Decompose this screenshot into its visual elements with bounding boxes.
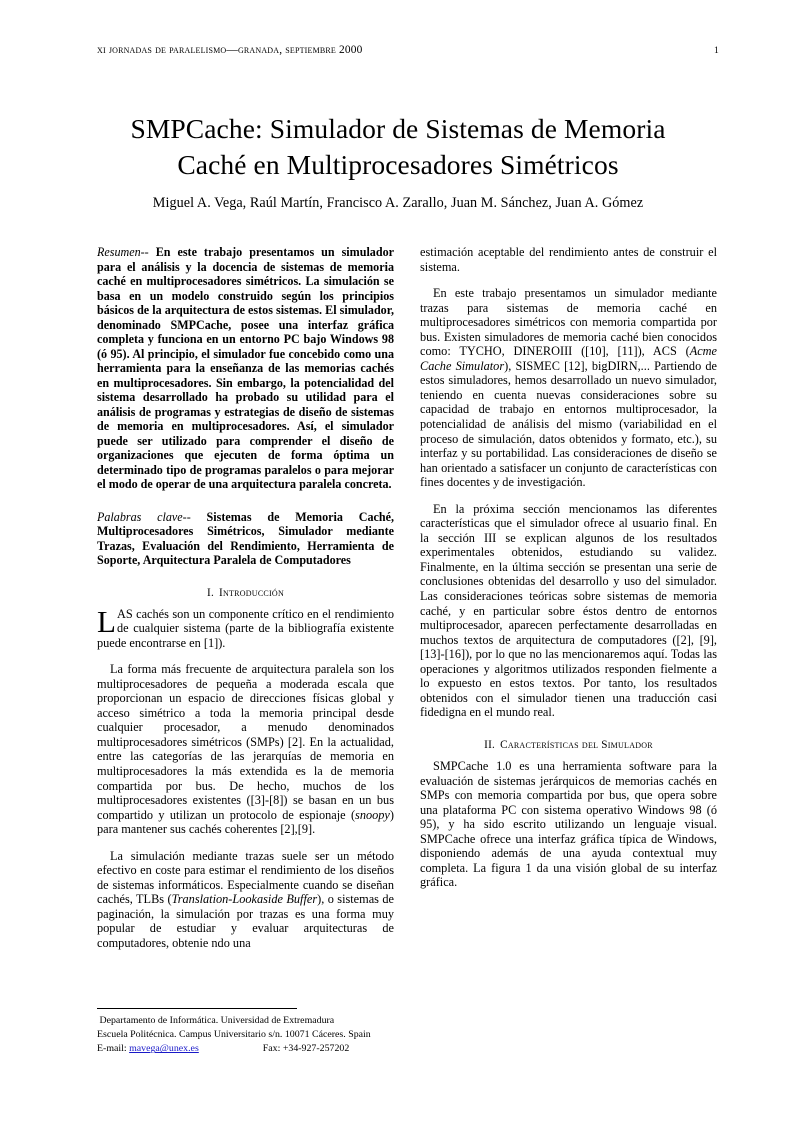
footnote-line-1: Departamento de Informática. Universidad de Extremadura	[97, 1015, 335, 1026]
abstract-paragraph	[97, 245, 394, 492]
email-link[interactable]: mavega@unex.es	[129, 1043, 199, 1055]
left-column	[97, 245, 394, 951]
keywords-label: Palabras clave--	[97, 509, 207, 524]
term-snoopy: snoopy	[355, 807, 390, 822]
footnote	[97, 1008, 397, 1057]
keywords-text: Sistemas de Memoria Caché, Multiprocesadores Simétricos, Simulador mediante Trazas, Evaluación del Rendimiento, Herramienta de Soporte, Arquitectura Paralela de Computadores	[97, 509, 394, 567]
section-heading-introduccion	[97, 587, 394, 599]
title-line-1: SMPCache: Simulador de Sistemas de Memoria	[130, 113, 666, 145]
section-number: II.	[484, 738, 496, 751]
right-paragraph-4: SMPCache 1.0 es una herramienta software para la evaluación de sistemas jerárquicos de memorias cachés en SMPs con memoria compartida por bus, que opera sobre una plataforma PC con sistema operativo Windows 98 (ó 95), y ha sido escrito utilizando un lenguaje visual. SMPCache ofrece una interfaz gráfica típica de Windows, disponiendo además de una ayuda contextual muy completa. La figura 1 da una visión global de su interfaz gráfica.	[420, 758, 717, 890]
section-number: I.	[207, 586, 215, 599]
right-paragraph-2-text-b: ), SISMEC [12], bigDIRN,... Partiendo de estos simuladores, hemos desarrollado un nuevo simulador, teniendo en cuenta nuevas consideraciones sobre su capacidad de trabajo en entornos multiprocesador, la potencialidad de análisis del mismo (variabilidad en el proceso de simulación, datos obtenidos y formato, etc.), su interfaz y su portabilidad. Las consideraciones de diseño se han orientado a satisfacer un conjunto de características con fines docentes y de investigación.	[420, 358, 718, 490]
intro-paragraph-2-text-a: La forma más frecuente de arquitectura paralela son los multiprocesadores de pequeña a moderada escala que proporcionan un espacio de direcciones físicas global y acceso simétrico a toda la memoria principal desde cualquier procesador, a menudo denominados multiprocesadores simétricos (SMPs) [2]. En la actualidad, entre las categorías de las jerarquías de memoria en multiprocesadores la más extendida es la de memoria compartida por bus. De hecho, muchos de los multiprocesadores existentes ([3]-[8]) se basan en un bus compartido y utilizan un protocolo de espionaje (	[97, 662, 394, 822]
running-header-title: xi jornadas de paralelismo—granada, septiembre 2000	[97, 44, 363, 56]
right-paragraph-2	[420, 286, 717, 490]
section-title: Características del Simulador	[500, 738, 653, 751]
running-header	[97, 44, 719, 56]
intro-smallcaps: AS	[116, 606, 133, 621]
footnote-line-3	[97, 1042, 397, 1056]
abstract-label: Resumen--	[97, 245, 156, 259]
keywords-paragraph	[97, 510, 394, 568]
footnote-line-2: Escuela Politécnica. Campus Universitario s/n. 10071 Cáceres. Spain	[97, 1029, 371, 1041]
page-number: 1	[714, 45, 719, 56]
intro-paragraph-3	[97, 849, 394, 951]
drop-cap: L	[97, 603, 116, 639]
intro-paragraph-2-text-b: ) para mantener sus cachés coherentes [2],[9].	[97, 807, 394, 837]
section-title: Introducción	[219, 586, 284, 599]
page-title	[80, 111, 716, 183]
intro-paragraph-3-text-a: La simulación mediante trazas suele ser un método efectivo en coste para estimar el rendimiento de los diseños de sistemas informáticos. Especialmente cuando se diseñan cachés, TLBs (	[97, 848, 394, 907]
abstract-text: En este trabajo presentamos un simulador para el análisis y la docencia de sistemas de memoria caché en multiprocesadores simétricos. La simulación se basa en un modelo construido según los principios básicos de la arquitectura de estos sistemas. El simulador, denominado SMPCache, posee una interfaz gráfica completa y funciona en un entorno PC bajo Windows 98 (ó 95). Al principio, el simulador fue concebido como una herramienta para la enseñanza de las memorias cachés en multiprocesadores. Sin embargo, la potencialidad del sistema desarrollado ha probado su utilidad para el análisis de programas y estrategias de diseño de sistemas de memoria en multiprocesadores. Así, el simulador puede ser utilizado para comprender el diseño de organizaciones que ejecuten de forma óptima un determinado tipo de programas paralelos o para mejorar el modo de operar de una arquitectura paralela concreta.	[97, 245, 394, 491]
right-paragraph-1: estimación aceptable del rendimiento antes de construir el sistema.	[420, 245, 717, 274]
intro-paragraph-1-text: cachés son un componente crítico en el rendimiento de cualquier sistema (parte de la bibliografía existente puede encontrarse en [1]).	[97, 606, 394, 650]
fax-number: Fax: +34-927-257202	[262, 1043, 350, 1055]
intro-paragraph-3-text-b: ), o sistemas de paginación, la simulación por trazas es una forma muy popular de estudiar y evaluar arquitecturas de computadores, obtenie ndo una	[97, 892, 394, 950]
right-column	[420, 245, 717, 951]
title-line-2: Caché en Multiprocesadores Simétricos	[177, 149, 619, 181]
footnote-rule	[97, 1008, 297, 1009]
email-label: E-mail:	[97, 1043, 130, 1055]
author-list: Miguel A. Vega, Raúl Martín, Francisco A. Zarallo, Juan M. Sánchez, Juan A. Gómez	[152, 195, 644, 211]
body-columns	[97, 245, 717, 951]
right-paragraph-3: En la próxima sección mencionamos las diferentes características que el simulador ofrece al usuario final. En la sección III se explican algunos de los resultados experimentales obtenidos, estudiando su validez. Finalmente, en la última sección se presentan una serie de conclusiones obtenidas del desarrollo y uso del simulador. Las consideraciones teóricas sobre sistemas de memoria caché, y en particular sobre éstos dentro de entornos multiprocesador, aparecen perfectamente desarrolladas en muchos textos de arquitectura de computadores ([2], [9], [13]-[16]), por lo que no las mencionaremos aquí. Todas las operaciones y algoritmos utilizados responden fielmente a lo expuesto en estos textos. Por tanto, los resultados obtenidos con el simulador tienen una traducción casi fidedigna en el mundo real.	[420, 501, 717, 720]
intro-paragraph-1	[97, 603, 394, 651]
term-acs-expansion: Acme Cache Simulator	[420, 344, 717, 373]
term-tlb-expansion: Translation-Lookaside Buffer	[171, 892, 318, 907]
section-heading-caracteristicas	[420, 739, 717, 751]
right-paragraph-2-text-a: En este trabajo presentamos un simulador mediante trazas para sistemas de memoria caché en multiprocesadores simétricos con memoria compartida por bus. Existen simuladores de memoria caché bien conocidos como: TYCHO, DINEROIII ([10], [11]), ACS (	[420, 286, 717, 359]
intro-paragraph-2	[97, 662, 394, 837]
